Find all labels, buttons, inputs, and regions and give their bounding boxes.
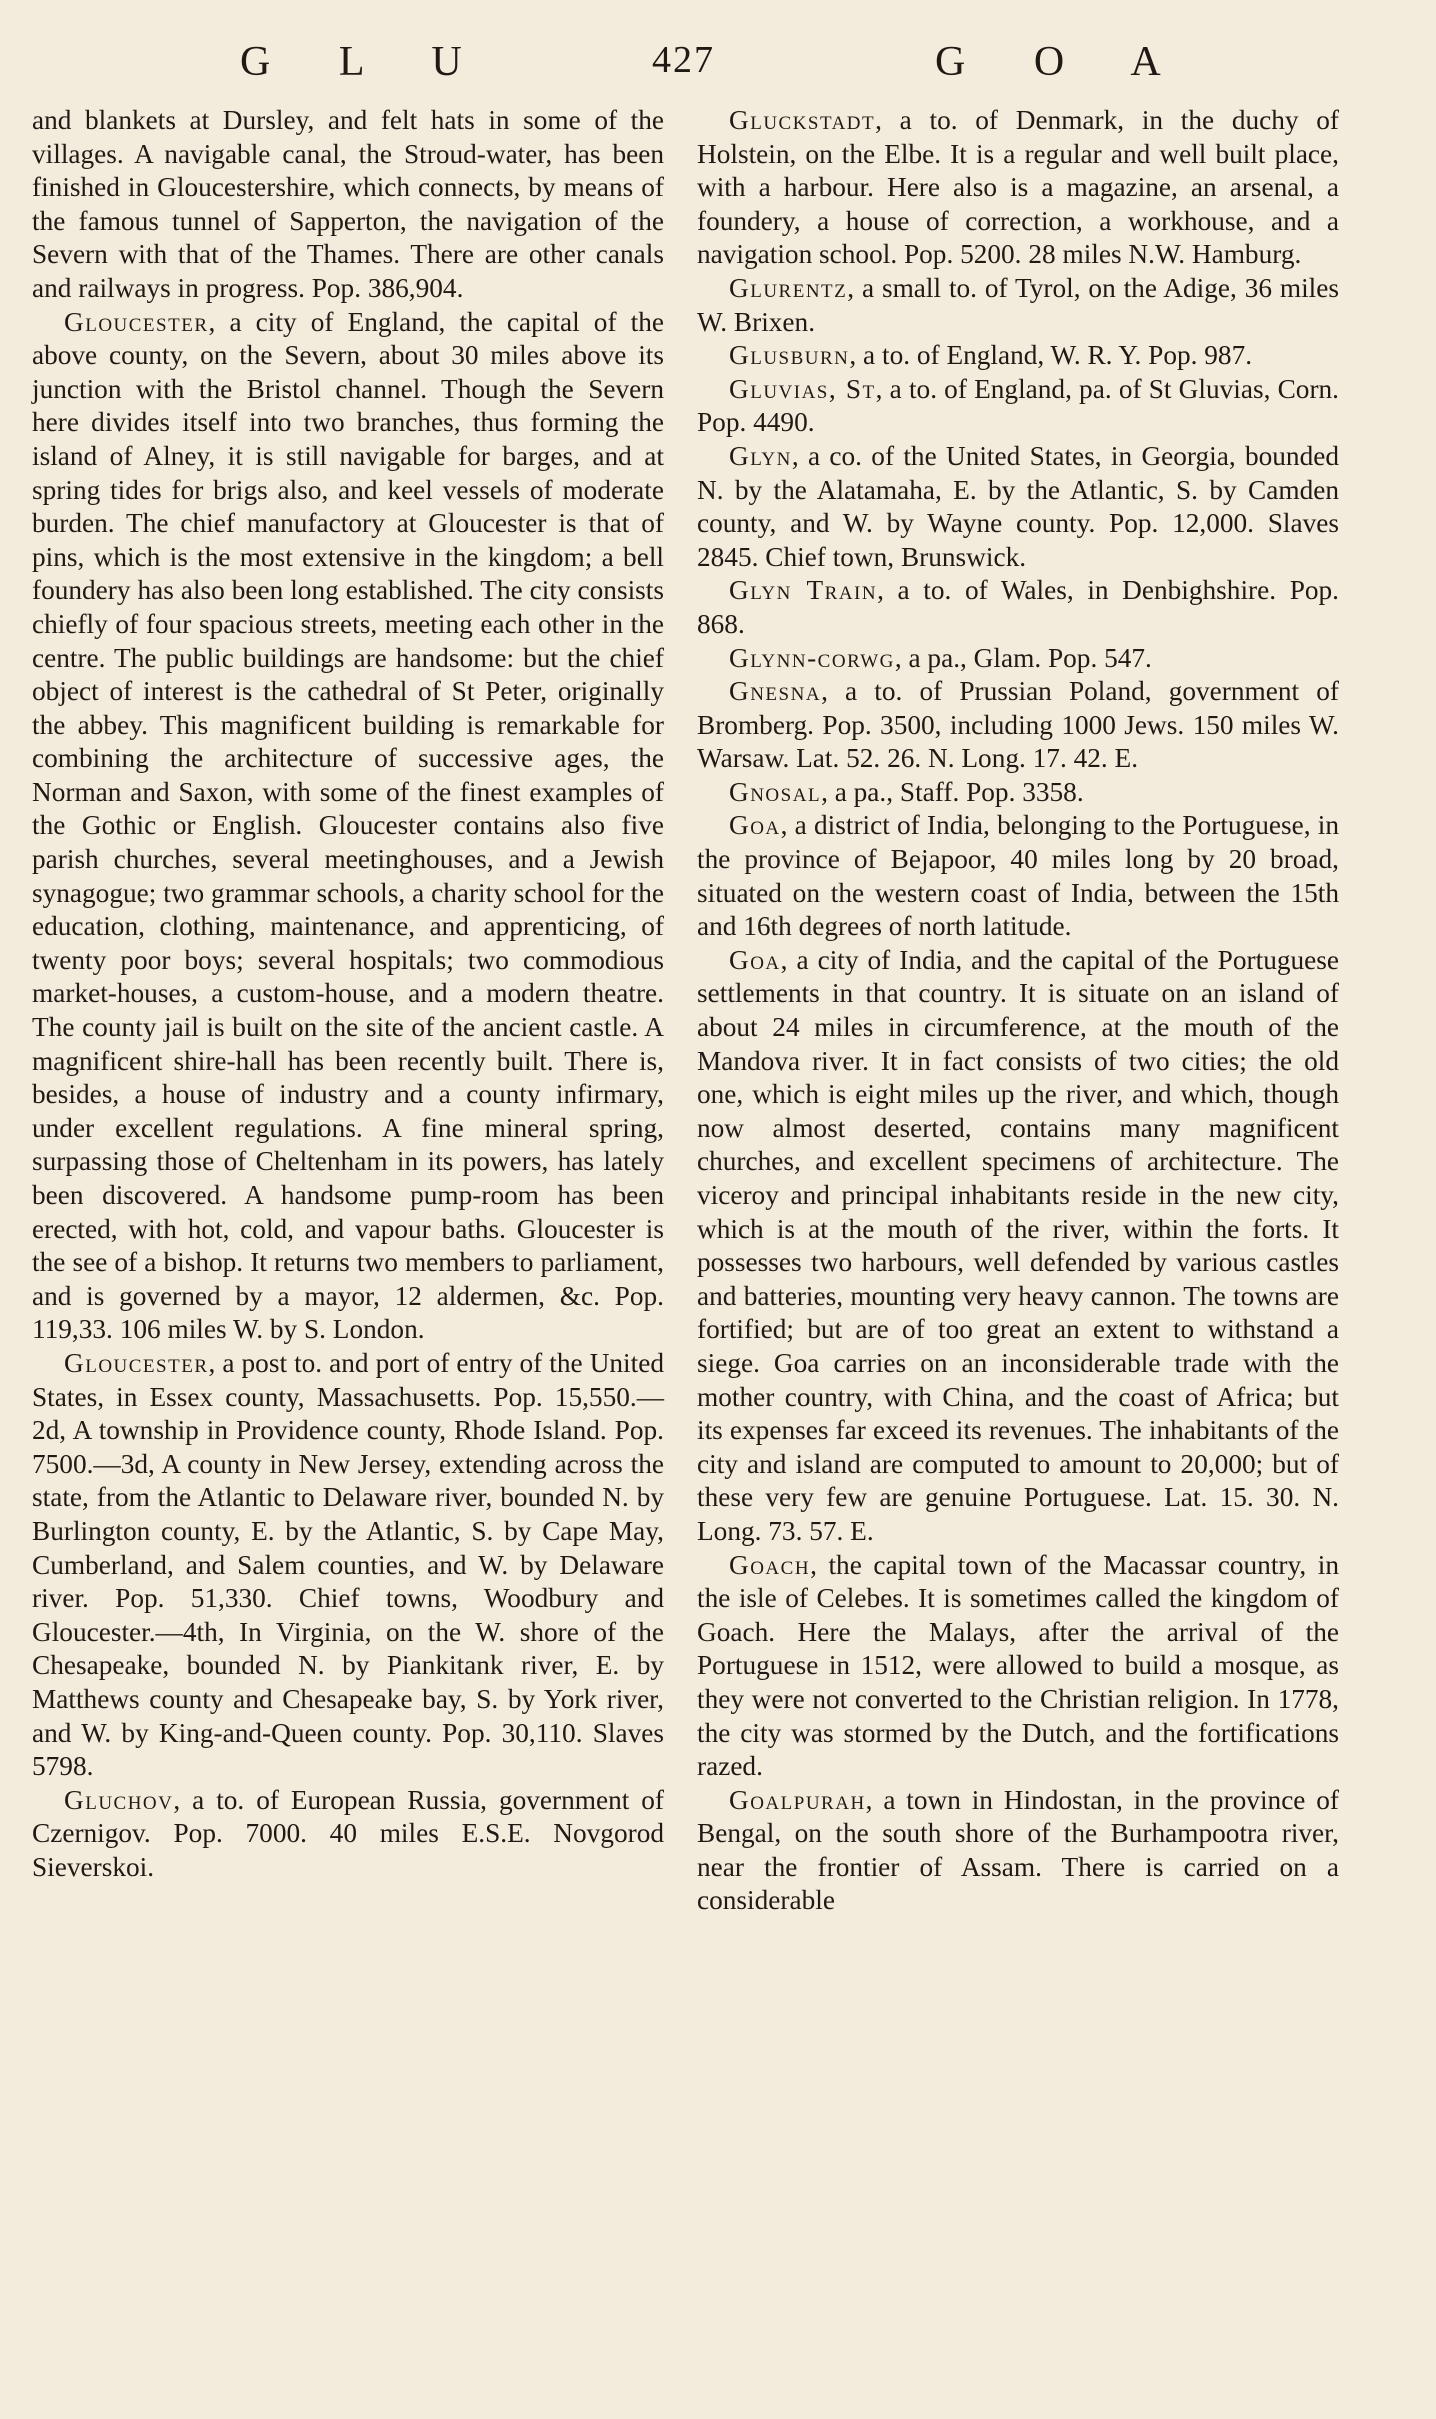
entry [697,1549,1339,1784]
right-column [697,104,1339,1918]
entry-text: , a pa., Glam. Pop. 547. [894,642,1152,673]
entry [697,1784,1339,1918]
entry-headword: Gluvias, St [729,373,876,404]
entry-text: , a small to. of Tyrol, on the Adige, 36 miles W. Brixen. [697,272,1339,337]
entry-headword: Goalpurah [729,1784,866,1815]
entry [697,373,1339,440]
entry-headword: Gloucester [64,1347,209,1378]
entry-headword: Gnesna [729,676,822,707]
entry-text: and blankets at Dursley, and felt hats in some of the villages. A navigable canal, the Stroud-water, has been finished in Gloucestershire, which connects, by means of the famous tunnel of Sapperton, the navigation of the Severn with that of the Thames. There are other canals and railways in progress. Pop. 386,904. [32,105,664,303]
entry-text: , a post to. and port of entry of the United States, in Essex county, Massachusetts. Pop. 15,550.—2d, A township in Providence county, Rhode Island. Pop. 7500.—3d, A county in New Jersey, extending across the state, from the Atlantic to Delaware river, bounded N. by Burlington county, E. by the Atlantic, S. by Cape May, Cumberland, and Salem counties, and W. by Delaware river. Pop. 51,330. Chief towns, Woodbury and Gloucester.—4th, In Virginia, on the W. shore of the Chesapeake, bounded N. by Piankitank river, E. by Matthews county and Chesapeake bay, S. by York river, and W. by King-and-Queen county. Pop. 30,110. Slaves 5798. [32,1347,664,1782]
entry-headword: Glyn Train [729,575,878,606]
entry-text: , a co. of the United States, in Georgia, bounded N. by the Alatamaha, E. by the Atlantic, S. by Camden county, and W. by Wayne county. Pop. 12,000. Slaves 2845. Chief town, Brunswick. [697,440,1339,572]
entry-headword: Gloucester [64,306,209,337]
entry [697,675,1339,776]
entry-headword: Goa [729,810,781,841]
entry-headword: Glyn [729,440,792,471]
entry [697,642,1339,676]
entry [32,104,664,306]
entry-text: , a to. of Wales, in Denbighshire. Pop. 868. [697,575,1339,639]
entry [697,104,1339,272]
entry-text: , a pa., Staff. Pop. 3358. [821,776,1084,807]
entry-text: , a to. of Prussian Poland, government of Bromberg. Pop. 3500, including 1000 Jews. 150 miles W. Warsaw. Lat. 52. 26. N. Long. 17. 42. E. [697,676,1339,774]
running-header [0,38,1436,98]
page-number: 427 [652,39,715,81]
header-left: G L U [240,39,480,85]
entry [32,1784,664,1885]
entry [697,272,1339,339]
entry-text: , a to. of Denmark, in the duchy of Holstein, on the Elbe. It is a regular and well built place, with a harbour. Here also is a magazine, an arsenal, a foundery, a house of correction, a workhouse, and a navigation school. Pop. 5200. 28 miles N.W. Hamburg. [697,105,1339,270]
entry-text: , a town in Hindostan, in the province of Bengal, on the south shore of the Burhampootra river, near the frontier of Assam. There is carried on a considerable [697,1784,1339,1916]
entry-text: , a district of India, belonging to the Portuguese, in the province of Bejapoor, 40 miles long by 20 broad, situated on the western coast of India, between the 15th and 16th degrees of north latitude. [697,810,1339,942]
entry-headword: Goach [729,1549,811,1580]
entry-headword: Goa [729,944,781,975]
entry [697,339,1339,373]
entry-text: , the capital town of the Macassar country, in the isle of Celebes. It is sometimes called the kingdom of Goach. Here the Malays, after the arrival of the Portuguese in 1512, were allowed to build a mosque, as they were not converted to the Christian religion. In 1778, the city was stormed by the Dutch, and the fortifications razed. [697,1549,1339,1782]
entry-text: , a city of England, the capital of the above county, on the Severn, about 30 miles above its junction with the Bristol channel. Though the Severn here divides itself into two branches, thus forming the island of Alney, it is still navigable for barges, and at spring tides for brigs also, and keel vessels of moderate burden. The chief manufactory at Gloucester is that of pins, which is the most extensive in the kingdom; a bell foundery has also been long established. The city consists chiefly of four spacious streets, meeting each other in the centre. The public buildings are handsome: but the chief object of interest is the cathedral of St Peter, originally the abbey. This magnificent building is remarkable for combining the architecture of successive ages, the Norman and Saxon, with some of the finest examples of the Gothic or English. Gloucester contains also five parish churches, several meetinghouses, and a Jewish synagogue; two grammar schools, a charity school for the education, clothing, maintenance, and apprenticing, of twenty poor boys; several hospitals; two commodious market-houses, a custom-house, and a modern theatre. The county jail is built on the site of the ancient castle. A magnificent shire-hall has been recently built. There is, besides, a house of industry and a county infirmary, under excellent regulations. A fine mineral spring, surpassing those of Cheltenham in its powers, has lately been discovered. A handsome pump-room has been erected, with hot, cold, and vapour baths. Gloucester is the see of a bishop. It returns two members to parliament, and is governed by a mayor, 12 aldermen, &c. Pop. 119,33. 106 miles W. by S. London. [32,306,664,1345]
entry-headword: Gnosal [729,776,822,807]
header-right: G O A [935,39,1179,85]
entry-headword: Gluckstadt [729,105,876,135]
entry-headword: Glurentz [729,272,848,303]
entry [697,440,1339,574]
left-column [32,104,664,1884]
entry [697,574,1339,641]
entry [697,809,1339,943]
entry [697,776,1339,810]
entry-headword: Glusburn [729,340,850,371]
entry-text: , a city of India, and the capital of the Portuguese settlements in that country. It is situate on an island of about 24 miles in circumference, at the mouth of the Mandova river. It in fact consists of two cities; the old one, which is eight miles up the river, and which, though now almost deserted, contains many magnificent churches, and excellent specimens of architecture. The viceroy and principal inhabitants reside in the new city, which is at the mouth of the river, within the forts. It possesses two harbours, well defended by various castles and batteries, mounting very heavy cannon. The towns are fortified; but are of too great an extent to withstand a siege. Goa carries on an inconsiderable trade with the mother country, with China, and the coast of Africa; but its expenses far exceed its revenues. The inhabitants of the city and island are computed to amount to 20,000; but of these very few are genuine Portuguese. Lat. 15. 30. N. Long. 73. 57. E. [697,944,1339,1546]
entry [32,306,664,1347]
entry-text: , a to. of European Russia, government of Czernigov. Pop. 7000. 40 miles E.S.E. Novgorod Sieverskoi. [32,1784,664,1882]
entry [32,1347,664,1784]
entry-headword: Gluchov [64,1784,174,1815]
entry-text: , a to. of England, pa. of St Gluvias, Corn. Pop. 4490. [697,373,1340,438]
entry-headword: Glynn-corwg [729,642,895,673]
entry [697,944,1339,1549]
entry-text: , a to. of England, W. R. Y. Pop. 987. [849,340,1253,371]
